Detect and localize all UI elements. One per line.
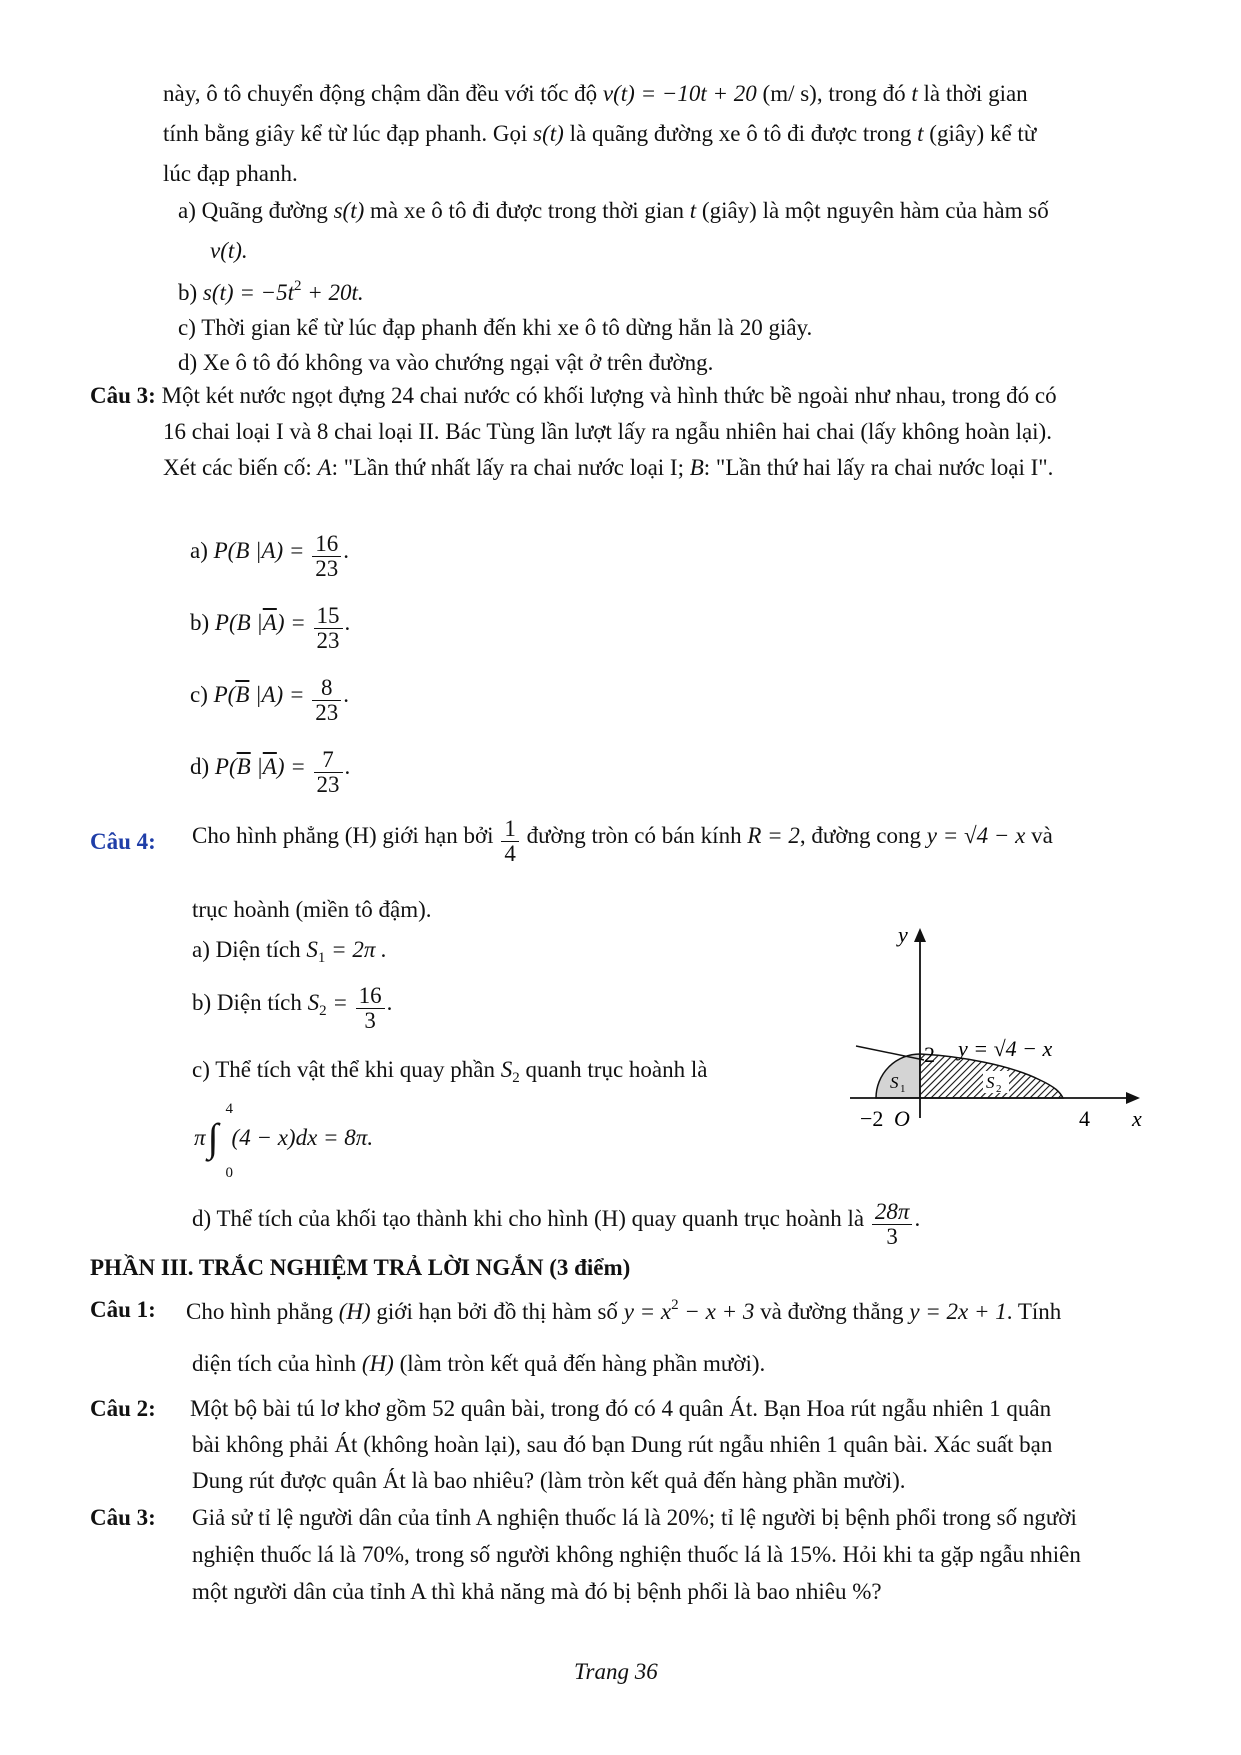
s2-label: S — [986, 1073, 995, 1092]
prob-expr: $P(\overline{B}$ |A) = — [213, 682, 305, 708]
text: . Tính — [1006, 1299, 1062, 1324]
upper-limit: 4 — [225, 1101, 234, 1117]
numerator: 1 — [504, 816, 516, 841]
text: là quãng đường xe ô tô đi được trong — [563, 121, 918, 146]
fraction — [312, 676, 341, 725]
q4-item-b: b) Diện tích $S_2$ = $\frac{16}{3}$ . — [192, 983, 393, 1034]
q2-item-b — [178, 277, 364, 307]
part3-q1-line-2 — [192, 1350, 765, 1378]
denominator: 3 — [872, 1224, 913, 1249]
text: mà xe ô tô đi được trong thời gian — [364, 198, 690, 223]
q2-item-a-cont: v(t). — [210, 238, 248, 263]
text: quanh trục hoành là — [519, 1057, 708, 1082]
x-axis-label: x — [1132, 1106, 1142, 1131]
integrand: (4 − x)dx = 8π. — [231, 1125, 374, 1151]
area-s2: S — [500, 1057, 513, 1082]
denominator: 3 — [356, 1008, 385, 1033]
text: (giây) kể từ — [923, 121, 1037, 146]
q4-item-d: d) Thể tích của khối tạo thành khi cho hình (H) quay quanh trục hoành là $\frac{28\pi}{3}$ . — [192, 1199, 921, 1250]
numerator: 15 — [316, 603, 340, 628]
text: , đường cong — [799, 823, 927, 849]
text: (giây) là một nguyên hàm của hàm số — [696, 198, 1049, 223]
s1-label: S — [890, 1073, 899, 1092]
var-t: t — [917, 121, 924, 146]
numerator: 16 — [315, 531, 339, 556]
intro-line-3: lúc đạp phanh. — [163, 161, 298, 186]
s2-sub: 2 — [996, 1083, 1002, 1095]
event-a: A — [317, 455, 332, 480]
part3-heading: PHẦN III. TRẮC NGHIỆM TRẢ LỜI NGẮN (3 điểm) — [90, 1255, 631, 1280]
part3-q3-label: Câu 3: — [90, 1505, 156, 1530]
area-figure — [790, 920, 1170, 1140]
q2-item-a — [178, 197, 1049, 225]
part3-q3-line-1: Giả sử tỉ lệ người dân của tỉnh A nghiện thuốc lá là 20%; tỉ lệ người bị bệnh phổi trong số người — [192, 1505, 1077, 1530]
text: này, ô tô chuyển động chậm dần đều với tốc độ — [163, 81, 603, 106]
exponent: 2 — [671, 1297, 679, 1313]
region-h: (H) — [338, 1299, 371, 1324]
y-axis-label: y — [898, 922, 908, 947]
text: diện tích của hình — [192, 1351, 362, 1376]
text: Cho hình phẳng (H) giới hạn bởi — [192, 823, 500, 849]
question-label: Câu 3: — [90, 383, 156, 408]
denominator: 4 — [501, 841, 519, 866]
q3-line-1 — [90, 382, 1057, 410]
fraction — [314, 604, 343, 653]
denominator: 23 — [312, 556, 341, 581]
text: : "Lần thứ hai lấy ra chai nước loại I". — [703, 455, 1054, 480]
numerator: 8 — [320, 675, 333, 700]
text: tính bằng giây kể từ lúc đạp phanh. Gọi — [163, 121, 534, 146]
text: d) Thể tích của khối tạo thành khi cho hình (H) quay quanh trục hoành là — [192, 1206, 870, 1232]
denominator: 23 — [312, 700, 341, 725]
lower-limit: 0 — [225, 1165, 234, 1181]
q3-item-b: b) P(B $|\overline{A}$) = $\frac{15}{23}$ . — [190, 603, 351, 654]
prob-expr: P(B |A) = — [213, 538, 305, 564]
text: a) Quãng đường — [178, 198, 334, 223]
part3-q1-label: Câu 1: — [90, 1297, 156, 1322]
tangent-line — [856, 1046, 924, 1060]
fraction — [312, 532, 341, 581]
q4-item-a — [192, 936, 387, 967]
radius-expr: R = 2 — [747, 823, 800, 849]
part3-q3-line-3: một người dân của tỉnh A thì khả năng mà đó bị bệnh phổi là bao nhiêu %? — [192, 1579, 882, 1604]
line-expr: y = 2x + 1 — [909, 1299, 1007, 1324]
origin-label: O — [894, 1106, 910, 1131]
text: c) Thể tích vật thể khi quay phần — [192, 1057, 501, 1082]
text: (làm tròn kết quả đến hàng phần mười). — [393, 1351, 766, 1376]
part3-q3-line-2: nghiện thuốc lá là 70%, trong số người không nghiện thuốc lá là 15%. Hỏi khi ta gặp ngẫu nhiên — [192, 1542, 1081, 1567]
var-t: t — [911, 81, 918, 106]
tick-label-neg2: −2 — [860, 1106, 884, 1131]
value: = 2π . — [325, 937, 387, 962]
integral-sign: ∫ 4 0 — [207, 1101, 234, 1181]
y-axis-arrow — [914, 928, 926, 942]
event-b: B — [689, 455, 704, 480]
s1-sub: 1 — [900, 1083, 906, 1095]
item-prefix: a) — [190, 538, 214, 564]
tick-label-2: 2 — [924, 1042, 935, 1067]
text: và đường thẳng — [754, 1299, 910, 1324]
q3-line-3 — [163, 454, 1053, 482]
exponent: 2 — [294, 278, 302, 294]
fraction — [872, 1200, 913, 1249]
function-expr: y = x — [623, 1299, 672, 1324]
subscript: 1 — [317, 950, 326, 966]
subscript: 2 — [319, 1003, 327, 1020]
page-number: Trang 36 — [574, 1659, 658, 1684]
formula: + 20t. — [301, 280, 364, 305]
formula: s(t) = −5t — [202, 280, 295, 305]
text: Cho hình phẳng — [186, 1299, 339, 1324]
question-label: Câu 4: — [90, 829, 156, 854]
q2-item-c: c) Thời gian kể từ lúc đạp phanh đến khi xe ô tô dừng hẳn là 20 giây. — [178, 315, 813, 340]
q4-line-1 — [90, 828, 156, 856]
area-s1: S — [306, 937, 318, 962]
part3-q2-line-2: bài không phải Át (không hoàn lại), sau đó bạn Dung rút ngẫu nhiên 1 quân bài. Xác suất bạn — [192, 1432, 1053, 1457]
numerator: 16 — [358, 983, 382, 1008]
text: đường tròn có bán kính — [520, 823, 748, 849]
area-s2: S — [307, 990, 320, 1016]
text: : "Lần thứ nhất lấy ra chai nước loại I; — [331, 455, 690, 480]
curve-label: y = √4 − x — [958, 1036, 1053, 1061]
s-of-t: s(t) — [333, 198, 365, 223]
text: a) Diện tích — [192, 937, 307, 962]
tick-label-4: 4 — [1079, 1106, 1090, 1131]
text: là thời gian — [917, 81, 1028, 106]
text: và — [1025, 823, 1053, 849]
q3-item-c: c) $P(\overline{B}$ |A) = $\frac{8}{23}$ . — [190, 675, 349, 726]
part3-q2-line-1: Một bộ bài tú lơ khơ gồm 52 quân bài, trong đó có 4 quân Át. Bạn Hoa rút ngẫu nhiên 1 quân — [190, 1396, 1052, 1421]
item-prefix: d) — [190, 754, 215, 780]
pi: π — [194, 1125, 206, 1151]
part3-q2-line-3: Dung rút được quân Át là bao nhiêu? (làm tròn kết quả đến hàng phần mười). — [192, 1468, 906, 1493]
velocity-formula: v(t) = −10t + 20 — [602, 81, 757, 106]
fraction — [314, 748, 343, 797]
numerator: 28π — [874, 1199, 910, 1224]
region-h: (H) — [361, 1351, 394, 1376]
q4-item-c-integral — [194, 1101, 374, 1181]
curve-expr: y = √4 − x — [926, 823, 1026, 849]
var-t: t — [689, 198, 697, 223]
equals: = — [326, 990, 348, 1016]
q3-line-2: 16 chai loại I và 8 chai loại II. Bác Tùng lần lượt lấy ra ngẫu nhiên hai chai (lấy không hoàn lại). — [163, 419, 1052, 444]
q3-item-a: a) P(B |A) = $\frac{16}{23}$ . — [190, 531, 349, 582]
q4-item-c — [192, 1056, 707, 1087]
text: giới hạn bởi đồ thị hàm số — [370, 1299, 624, 1324]
denominator: 23 — [314, 628, 343, 653]
subscript: 2 — [512, 1070, 520, 1086]
part3-q2-label: Câu 2: — [90, 1396, 156, 1421]
fraction-quarter — [501, 817, 519, 866]
q4-line-1-body — [192, 817, 1053, 866]
text: Xét các biến cố: — [163, 455, 318, 480]
text: b) Diện tích — [192, 990, 308, 1016]
x-axis-arrow — [1126, 1092, 1140, 1104]
item-prefix: b) — [190, 610, 215, 636]
text: b) — [178, 280, 203, 305]
s-of-t: s(t) — [533, 121, 564, 146]
intro-line-2 — [163, 120, 1036, 148]
numerator: 7 — [322, 747, 334, 772]
q2-item-d: d) Xe ô tô đó không va vào chướng ngại vật ở trên đường. — [178, 350, 714, 375]
text: (m/ s), trong đó — [756, 81, 912, 106]
prob-expr: P(B $|\overline{A}$) = — [214, 610, 306, 636]
function-expr: − x + 3 — [678, 1299, 755, 1324]
q4-line-2: trục hoành (miền tô đậm). — [192, 897, 432, 922]
fraction — [356, 984, 385, 1033]
denominator: 23 — [314, 772, 343, 797]
intro-line-1 — [163, 80, 1028, 108]
q3-item-d: d) $P(\overline{B}$ $|\overline{A}$) = $\frac{7}{23}$ . — [190, 747, 351, 798]
item-prefix: c) — [190, 682, 214, 708]
part3-q1-line-1 — [186, 1296, 1061, 1326]
prob-expr: $P(\overline{B}$ $|\overline{A}$) = — [214, 754, 306, 780]
text: Một két nước ngọt đựng 24 chai nước có khối lượng và hình thức bề ngoài như nhau, trong đó có — [155, 383, 1057, 408]
